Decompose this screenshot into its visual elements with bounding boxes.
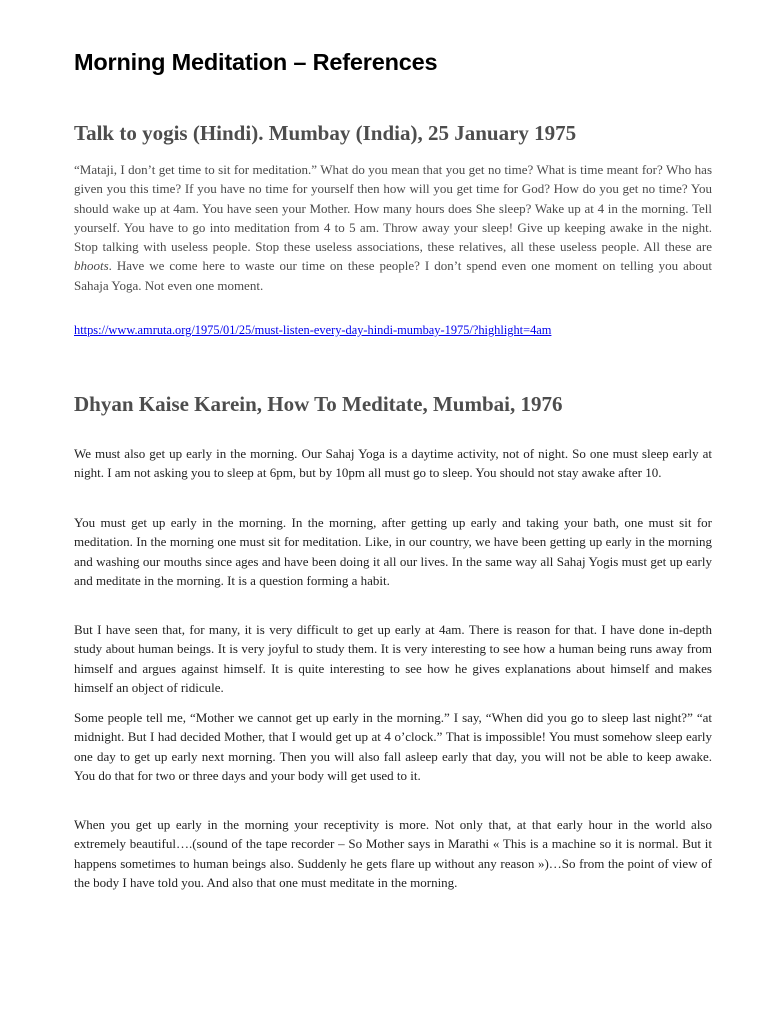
section-1-paragraph xyxy=(74,160,712,295)
paragraph-text: . Have we come here to waste our time on these people? I don’t spend even one moment on telling you about Sahaja Yoga. Not even one moment. xyxy=(74,258,712,293)
emphasized-word: bhoots xyxy=(74,258,109,274)
section-2-paragraph-5: When you get up early in the morning your receptivity is more. Not only that, at that early hour in the world also extremely beautiful….(sound of the tape recorder – So Mother says in Marathi « This is a machine so it is normal. But it happens sometimes to human beings also. Suddenly he gets flare up without any reason »)…So from the point of view of the body I have told you. And also that one must meditate in the morning. xyxy=(74,817,712,890)
paragraph-text: “Mataji, I don’t get time to sit for meditation.” What do you mean that you get no time? What is time meant for? Who has given you this time? If you have no time for yourself then how will you get time for God? How do you get no time? You should wake up at 4am. You have seen your Mother. How many hours does She sleep? Wake up at 4 in the morning. Tell yourself. You have to go into meditation from 4 to 5 am. Throw away your sleep! Give up keeping awake in the night. Stop talking with useless people. Stop these useless associations, these relatives, all these useless people. All these are xyxy=(74,162,712,254)
section-2-paragraph-2: You must get up early in the morning. In the morning, after getting up early and taking your bath, one must sit for meditation. In the morning one must sit for meditation. Like, in our country, we have been getting up early in the morning and washing our mouths since ages and have been doing it all our lives. In the same way all Sahaj Yogis must get up early and meditate in the morning. It is a question forming a habit. xyxy=(74,515,712,588)
section-2-paragraph-4: Some people tell me, “Mother we cannot get up early in the morning.” I say, “When did you go to sleep last night?” “at midnight. But I had decided Mother, that I would get up at 4 o’clock.” That is impossible! You must somehow sleep early one day to get up early next morning. Then you will also fall asleep early that day, you will not be able to keep awake. You do that for two or three days and your body will get used to it. xyxy=(74,710,712,783)
section-2-paragraph-1: We must also get up early in the morning. Our Sahaj Yoga is a daytime activity, not of night. So one must sleep early at night. I am not asking you to sleep at 6pm, but by 10pm all must go to sleep. You should not stay awake after 10. xyxy=(74,446,712,481)
section-2-heading: Dhyan Kaise Karein, How To Meditate, Mumbai, 1976 xyxy=(74,392,563,416)
document-title: Morning Meditation – References xyxy=(74,49,438,75)
section-1-heading: Talk to yogis (Hindi). Mumbay (India), 25 January 1975 xyxy=(74,121,577,145)
section-2-paragraph-3: But I have seen that, for many, it is very difficult to get up early at 4am. There is reason for that. I have done in-depth study about human beings. It is very joyful to study them. It is very interesting to see how a human being runs away from himself and argues against himself. It is quite interesting to see how he gives explanations about himself and makes himself an object of ridicule. xyxy=(74,622,712,695)
reference-link[interactable]: https://www.amruta.org/1975/01/25/must-listen-every-day-hindi-mumbay-1975/?highlight=4am xyxy=(74,323,552,337)
